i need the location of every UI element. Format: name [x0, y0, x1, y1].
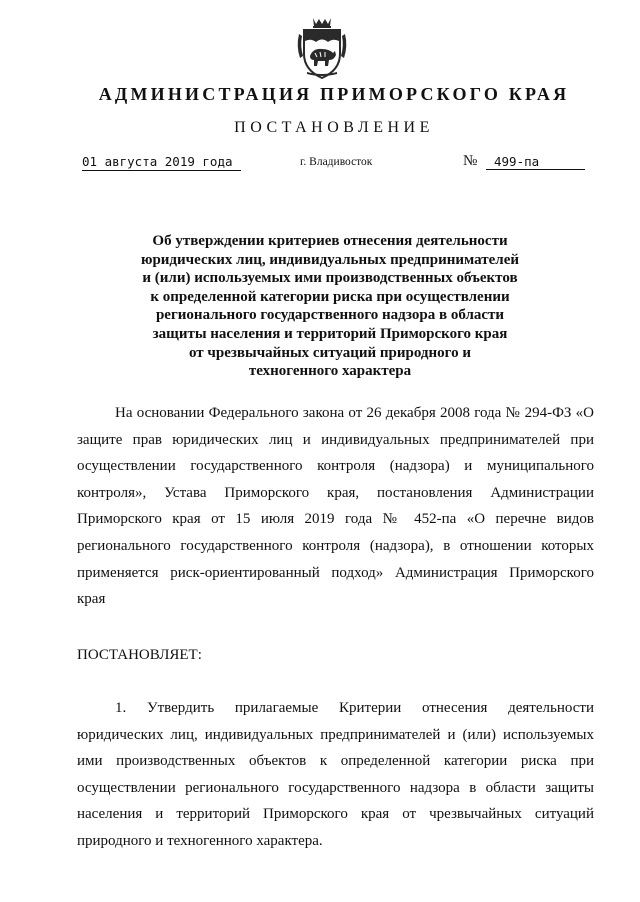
- document-subject: [100, 232, 560, 381]
- subject-line: защиты населения и территорий Приморского края: [152, 325, 508, 342]
- subject-line: Об утверждении критериев отнесения деятельности: [152, 233, 508, 249]
- document-number: 499-па: [486, 154, 585, 170]
- document-city: г. Владивосток: [300, 156, 373, 168]
- subject-line: регионального государственного надзора в области: [155, 307, 505, 324]
- document-number-label: №: [463, 153, 478, 169]
- subject-line: юридических лиц, индивидуальных предпринимателей: [140, 251, 520, 268]
- basis-paragraph: На основании Федерального закона от 26 декабря 2008 года № 294-ФЗ «О защите прав юридических лиц и индивидуальных предпринимателей при осуществлении государственного контроля (надзора) и муниципального контроля», Устава Приморского края, постановления Администрации Приморского края от 15 июля 2019 года № 452-па «О перечне видов регионального государственного контроля (надзора), в отношении которых применяется риск-ориентированный подход» Администрация Приморского края: [77, 405, 594, 608]
- subject-line: техногенного характера: [248, 363, 412, 380]
- subject-line: к определенной категории риска при осуществлении: [150, 288, 510, 305]
- coat-of-arms-icon: [293, 16, 351, 80]
- document-type: ПОСТАНОВЛЕНИЕ: [234, 119, 434, 136]
- decree-item-1: 1. Утвердить прилагаемые Критерии отнесения деятельности юридических лиц, индивидуальных предпринимателей и (или) используемых ими производственных объектов к определенной категории риска при осуществлении регионального государственного надзора в области защиты населения и территорий Приморского края от чрезвычайных ситуаций природного и техногенного характера.: [77, 700, 594, 849]
- decree-word: ПОСТАНОВЛЯЕТ:: [77, 647, 202, 663]
- document-date: 01 августа 2019 года: [82, 154, 241, 171]
- subject-line: и (или) используемых ими производственных объектов: [142, 270, 518, 287]
- organization-title: АДМИНИСТРАЦИЯ ПРИМОРСКОГО КРАЯ: [98, 84, 570, 104]
- subject-line: от чрезвычайных ситуаций природного и: [189, 344, 471, 361]
